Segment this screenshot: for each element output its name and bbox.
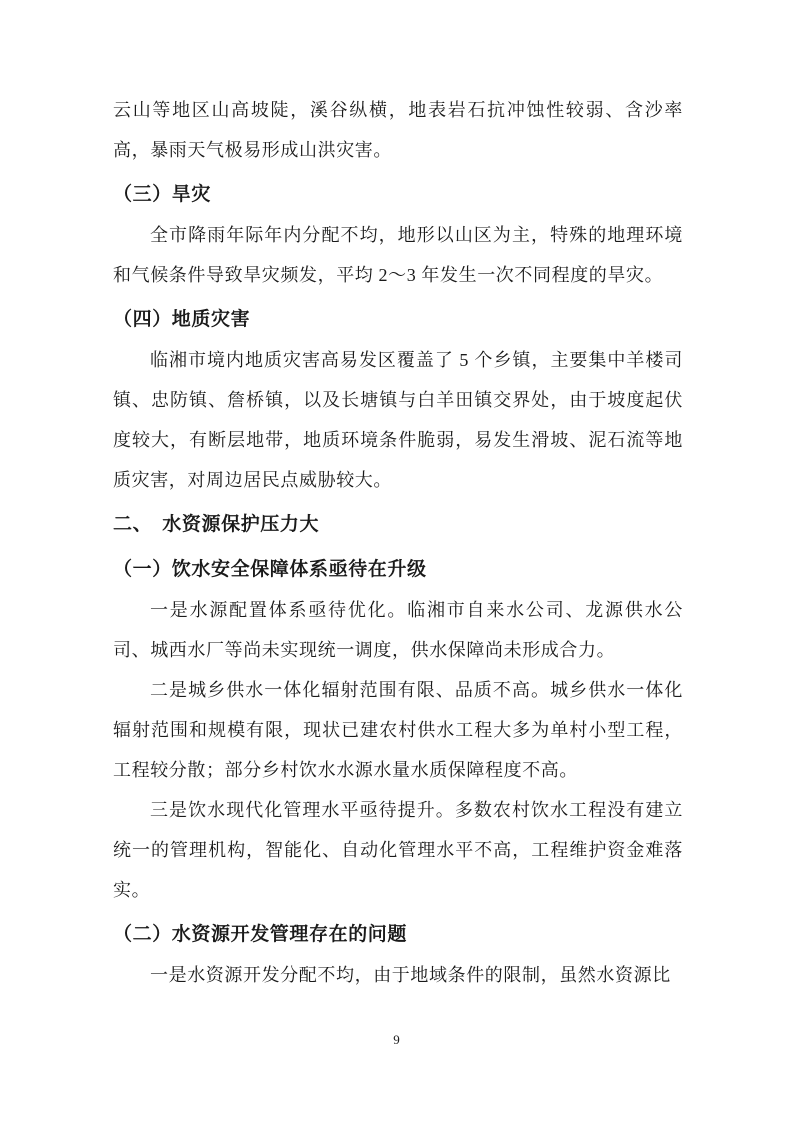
heading-drought-disaster: （三）旱灾 bbox=[113, 184, 212, 205]
page-number: 9 bbox=[393, 1032, 400, 1047]
page-body bbox=[113, 90, 683, 995]
paragraph-geological-description: 临湘市境内地质灾害高易发区覆盖了 5 个乡镇，主要集中羊楼司镇、忠防镇、詹桥镇，以及长塘镇与白羊田镇交界处，由于坡度起伏度较大，有断层地带，地质环境条件脆弱，易发生滑坡、泥石流等地质灾害，对周边居民点威胁较大。 bbox=[113, 350, 683, 490]
paragraph-modern-management: 三是饮水现代化管理水平亟待提升。多数农村饮水工程没有建立统一的管理机构，智能化、自动化管理水平不高，工程维护资金难落实。 bbox=[113, 800, 683, 900]
paragraph-flood-hazard-continuation: 云山等地区山高坡陡，溪谷纵横，地表岩石抗冲蚀性较弱、含沙率高，暴雨天气极易形成山洪灾害。 bbox=[113, 100, 683, 160]
heading-geological-disaster: （四）地质灾害 bbox=[113, 309, 251, 330]
paragraph-drought-description: 全市降雨年际年内分配不均，地形以山区为主，特殊的地理环境和气候条件导致旱灾频发，平均 2～3 年发生一次不同程度的旱灾。 bbox=[113, 225, 683, 285]
paragraph-water-source-allocation: 一是水源配置体系亟待优化。临湘市自来水公司、龙源供水公司、城西水厂等尚未实现统一调度，供水保障尚未形成合力。 bbox=[113, 600, 683, 660]
heading-water-resource-protection: 二、 水资源保护压力大 bbox=[113, 514, 320, 535]
paragraph-water-development-uneven: 一是水资源开发分配不均，由于地域条件的限制，虽然水资源比 bbox=[150, 965, 671, 985]
heading-drinking-water-safety: （一）饮水安全保障体系亟待在升级 bbox=[113, 559, 427, 580]
paragraph-urban-rural-water-supply: 二是城乡供水一体化辐射范围有限、品质不高。城乡供水一体化辐射范围和规模有限，现状已建农村供水工程大多为单村小型工程，工程较分散；部分乡村饮水水源水量水质保障程度不高。 bbox=[113, 680, 683, 780]
heading-water-development-issues: （二）水资源开发管理存在的问题 bbox=[113, 924, 408, 945]
